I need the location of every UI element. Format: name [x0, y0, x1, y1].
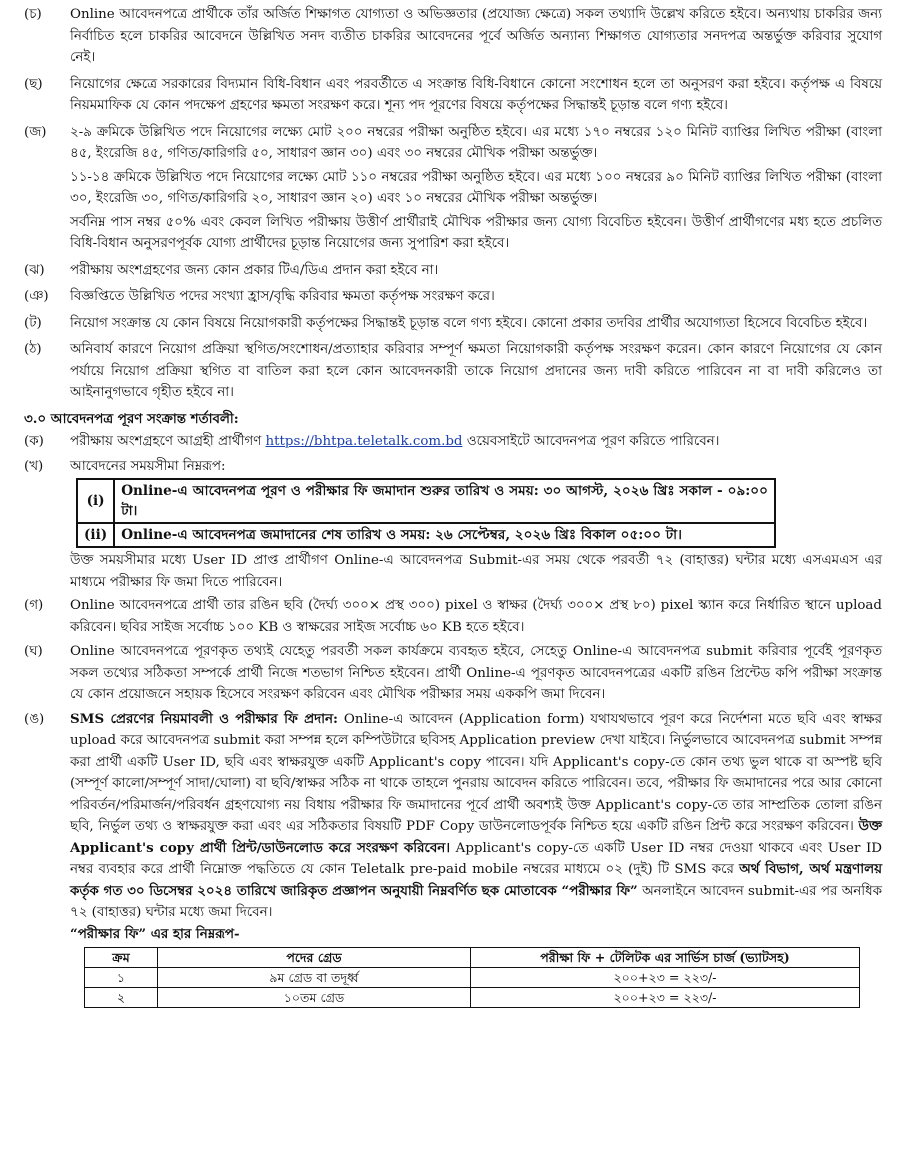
item-paragraph: সর্বনিম্ন পাস নম্বর ৫০% এবং কেবল লিখিত পরীক্ষায় উত্তীর্ণ প্রার্থীরাই মৌখিক পরীক্ষার জন্য যোগ্য বিবেচিত হইবেন। উত্তীর্ণ প্রার্থীগণের মধ্য হতে প্রচলিত বিধি-বিধান অনুসরণপূর্বক যোগ্য প্রার্থীদের চূড়ান্ত নিয়োগের জন্য সুপারিশ করা হইবে।	[70, 214, 882, 251]
item-paragraph: ২-৯ ক্রমিকে উল্লিখিত পদে নিয়োগের লক্ষ্যে মোট ২০০ নম্বরের পরীক্ষা অনুষ্ঠিত হইবে। এর মধ্যে ১৭০ নম্বরের ১২০ মিনিট ব্যাপ্তির লিখিত পরীক্ষা (বাংলা ৪৫, ইংরেজি ৪৫, গণিত/কারিগরি ৫০, সাধারণ জ্ঞান ৩০) এবং ৩০ নম্বরের মৌখিক পরীক্ষা অন্তর্ভুক্ত।	[70, 124, 882, 161]
item-mark: (গ)	[24, 598, 44, 613]
condition-item	[24, 260, 882, 284]
text-segment: ওয়েবসাইটে আবেদনপত্র পূরণ করিতে পারিবেন।	[462, 434, 720, 449]
text-segment: অনলাইনে আবেদন submit-এর পর অনধিক ৭২ (বাহাত্তর) ঘন্টার মধ্যে জমা দিবেন।	[70, 883, 882, 920]
table-header-row	[85, 948, 860, 968]
text-segment-bold: অর্থ বিভাগ, অর্থ মন্ত্রণালয় কর্তৃক গত ৩০ ডিসেম্বর ২০২৪ তারিখে জারিকৃত প্রজ্ঞাপন অনুযায়ী নিম্নবর্ণিত ছক মোতাবেক “পরীক্ষার ফি”	[70, 861, 883, 899]
text-segment: পরীক্ষায় অংশগ্রহণে আগ্রহী প্রার্থীগণ	[70, 434, 266, 449]
table-cell: Online-এ আবেদনপত্র পূরণ ও পরীক্ষার ফি জমাদান শুরুর তারিখ ও সময়: ৩০ আগস্ট, ২০২৬ খ্রিঃ সকাল - ০৯:০০ টা।	[114, 479, 775, 523]
table-cell: ১	[85, 968, 158, 988]
item-text: Online আবেদনপত্রে পূরণকৃত তথ্যই যেহেতু পরবর্তী সকল কার্যক্রমে ব্যবহৃত হইবে, সেহেতু Online-এ আবেদনপত্র submit করিবার পূর্বেই পূরণকৃত সকল তথ্যের সঠিকতা সম্পর্কে প্রার্থী নিজে শতভাগ নিশ্চিত হইবেন। প্রার্থী Online-এ পূরণকৃত আবেদনপত্রের একটি রঙিন প্রিন্টেড কপি পরীক্ষা সংক্রান্ত যে কোন প্রয়োজনে সহায়ক হিসেবে সংরক্ষণ করিবেন এবং মৌখিক পরীক্ষার সময় এককপি জমা দিবেন।	[70, 644, 882, 702]
item-mark: (ক)	[24, 434, 44, 449]
condition-ga	[24, 595, 882, 638]
table-row	[85, 988, 860, 1008]
condition-item	[24, 339, 882, 406]
table-cell: (ii)	[77, 523, 114, 547]
fee-table	[84, 947, 860, 1008]
condition-item	[24, 122, 882, 257]
item-text: Online আবেদনপত্রে প্রার্থী তার রঙিন ছবি (দৈর্ঘ্য ৩০০× প্রস্থ ৩০০) pixel ও স্বাক্ষর (দৈর্ঘ্য ৩০০× প্রস্থ ৮০) pixel স্ক্যান করে নির্ধারিত স্থানে upload করিবেন। ছবির সাইজ সর্বোচ্চ ১০০ KB ও স্বাক্ষরের সাইজ সর্বোচ্চ ৬০ KB হতে হইবে।	[70, 598, 882, 635]
application-website-link[interactable]: https://bhtpa.teletalk.com.bd	[265, 434, 463, 449]
table-row	[85, 968, 860, 988]
condition-kha	[24, 456, 882, 596]
item-paragraph: ১১-১৪ ক্রমিকে উল্লিখিত পদে নিয়োগের লক্ষ্যে মোট ১১০ নম্বরের পরীক্ষা অনুষ্ঠিত হইবে। এর মধ্যে ১০০ নম্বরের ৯০ মিনিট ব্যাপ্তির লিখিত পরীক্ষা (বাংলা ৩০, ইংরেজি ৩০, গণিত/কারিগরি ২০, সাধারণ জ্ঞান ২০) এবং ১০ নম্বরের মৌখিক পরীক্ষা অন্তর্ভুক্ত।	[70, 169, 882, 206]
text-segment: Online-এ আবেদন (Application form) যথাযথভাবে পূরণ করে নির্দেশনা মতে ছবি এবং স্বাক্ষর upload করে আবেদনপত্র submit করা সম্পন্ন হলে কম্পিউটারে ছবিসহ Application preview দেখা যাইবে। নির্ভুলভাবে আবেদনপত্র submit সম্পন্ন করা প্রার্থী একটি User ID, ছবি এবং স্বাক্ষরযুক্ত একটি Applicant's copy পাবেন। যদি Applicant's copy-তে কোন তথ্য ভুল থাকে বা অস্পষ্ট ছবি (সম্পূর্ণ কালো/সম্পূর্ণ সাদা/ঘোলা) বা ছবি/স্বাক্ষর সঠিক না থাকে তাহলে পুনরায় আবেদন করিতে পারিবেন। তবে, পরীক্ষার ফি জমাদানের পরে আর কোনো পরিবর্তন/পরিমার্জন/পরিবর্ধন গ্রহণযোগ্য নয় বিধায় পরীক্ষার ফি জমাদানের পূর্বে প্রার্থী অবশ্যই উক্ত Applicant's copy-তে তার সাম্প্রতিক তোলা রঙিন ছবি, নির্ভুল তথ্য ও স্বাক্ষরযুক্ত করা এবং এর সঠিকতার বিষয়টি PDF Copy ডাউনলোডপূর্বক নিশ্চিত হয়ে একটি রঙিন প্রিন্ট করে সংরক্ষণ করিবেন।	[70, 711, 882, 834]
item-paragraph: বিজ্ঞপ্তিতে উল্লিখিত পদের সংখ্যা হ্রাস/বৃদ্ধি করিবার ক্ষমতা কর্তৃপক্ষ সংরক্ষণ করে।	[70, 289, 495, 304]
condition-item	[24, 4, 882, 71]
condition-gha	[24, 641, 882, 706]
item-mark: (জ)	[24, 124, 47, 140]
table-cell: ১০তম গ্রেড	[158, 988, 471, 1008]
schedule-note: উক্ত সময়সীমার মধ্যে User ID প্রাপ্ত প্রার্থীগণ Online-এ আবেদনপত্র Submit-এর সময় থেকে পরবর্তী ৭২ (বাহাত্তর) ঘন্টার মধ্যে এসএমএস এর মাধ্যমে পরীক্ষার ফি জমা দিতে পারিবেন।	[70, 553, 882, 590]
item-mark: (ঙ)	[24, 711, 45, 727]
text-segment-bold: উক্ত Applicant's copy প্রার্থী প্রিন্ট/ডাউনলোড করে সংরক্ষণ করিবেন।	[70, 818, 882, 856]
conditions-list	[24, 4, 882, 406]
table-cell: (i)	[77, 479, 114, 523]
item-mark: (চ)	[24, 7, 42, 22]
text-segment: Applicant's copy-তে একটি User ID নম্বর দেওয়া থাকবে এবং User ID নম্বর ব্যবহার করে প্রার্থী নিম্নোক্ত পদ্ধতিতে যে কোন Teletalk pre-paid mobile নম্বরের মাধ্যমে ০২ (দুই) টি SMS করে	[70, 840, 882, 877]
table-row	[77, 523, 775, 547]
sms-heading: SMS প্রেরণের নিয়মাবলী ও পরীক্ষার ফি প্রদান:	[70, 710, 338, 727]
table-cell: Online-এ আবেদনপত্র জমাদানের শেষ তারিখ ও সময়: ২৬ সেপ্টেম্বর, ২০২৬ খ্রিঃ বিকাল ০৫:০০ টা।	[114, 523, 775, 547]
condition-uma	[24, 709, 882, 924]
item-paragraph: নিয়োগ সংক্রান্ত যে কোন বিষয়ে নিয়োগকারী কর্তৃপক্ষের সিদ্ধান্তই চূড়ান্ত বলে গণ্য হইবে। কোনো প্রকার তদবির প্রার্থীর অযোগ্যতা হিসেবে বিবেচিত হইবে।	[70, 315, 868, 331]
condition-item	[24, 74, 882, 119]
schedule-intro: আবেদনের সময়সীমা নিম্নরূপ:	[70, 458, 226, 474]
condition-ka	[24, 431, 882, 453]
item-paragraph: Online আবেদনপত্রে প্রার্থীকে তাঁর অর্জিত শিক্ষাগত যোগ্যতা ও অভিজ্ঞতার (প্রযোজ্য ক্ষেত্রে) সকল তথ্যাদি উল্লেখ করিতে হইবে। অন্যথায় চাকরির জন্য নির্বাচিত হলে চাকরির আবেদনে উল্লিখিত সনদ ব্যতীত চাকরির আবেদনের পূর্বে অর্জিত অন্যান্য শিক্ষাগত যোগ্যতার সনদপত্র অন্তর্ভুক্ত করিবার সুযোগ নেই।	[70, 7, 882, 65]
item-mark: (ঝ)	[24, 262, 45, 278]
table-header: পদের গ্রেড	[158, 948, 471, 968]
table-header: পরীক্ষা ফি + টেলিটক এর সার্ভিস চার্জ (ভ্যাটসহ)	[471, 948, 860, 968]
item-mark: (খ)	[24, 458, 44, 474]
condition-item	[24, 286, 882, 310]
table-cell: ২	[85, 988, 158, 1008]
item-paragraph: অনিবার্য কারণে নিয়োগ প্রক্রিয়া স্থগিত/সংশোধন/প্রত্যাহার করিবার সম্পূর্ণ ক্ষমতা নিয়োগকারী কর্তৃপক্ষ সংরক্ষণ করেন। কোন কারণে নিয়োগের যে কোন পর্যায়ে নিয়োগ প্রক্রিয়া স্থগিত বা বাতিল করা হলে কোন আবেদনকারী তাকে নিয়োগ প্রদানের জন্য দাবী করিতে পারিবেন না বা দাবী করিলেও তা আইনানুগভাবে গৃহীত হইবে না।	[70, 342, 882, 400]
table-cell: ২০০+২৩ = ২২৩/-	[471, 968, 860, 988]
table-cell: ২০০+২৩ = ২২৩/-	[471, 988, 860, 1008]
item-mark: (ছ)	[24, 76, 43, 92]
table-cell: ৯ম গ্রেড বা তদূর্ধ্ব	[158, 968, 471, 988]
section-3-heading: ৩.০ আবেদনপত্র পূরণ সংক্রান্ত শর্তাবলী:	[24, 410, 239, 427]
item-paragraph: নিয়োগের ক্ষেত্রে সরকারের বিদ্যমান বিধি-বিধান এবং পরবর্তীতে এ সংক্রান্ত বিধি-বিধানে কোনো সংশোধন হলে তা অনুসরণ করা হইবে। কর্তৃপক্ষ এ বিষয়ে নিয়মমাফিক যে কোন পদক্ষেপ গ্রহণের ক্ষমতা সংরক্ষণ করে। শূন্য পদ পূরণের বিষয়ে কর্তৃপক্ষের সিদ্ধান্তই চূড়ান্ত বলে গণ্য হইবে।	[70, 76, 882, 113]
item-paragraph: পরীক্ষায় অংশগ্রহণের জন্য কোন প্রকার টিএ/ডিএ প্রদান করা হইবে না।	[70, 262, 439, 278]
table-header: ক্রম	[85, 948, 158, 968]
schedule-table	[76, 478, 776, 548]
condition-item	[24, 313, 882, 337]
item-mark: (ঞ)	[24, 289, 49, 304]
item-mark: (ঘ)	[24, 644, 43, 659]
item-mark: (ট)	[24, 315, 42, 331]
table-row	[77, 479, 775, 523]
item-mark: (ঠ)	[24, 342, 42, 357]
fee-heading: “পরীক্ষার ফি” এর হার নিম্নরূপ-	[70, 925, 240, 942]
